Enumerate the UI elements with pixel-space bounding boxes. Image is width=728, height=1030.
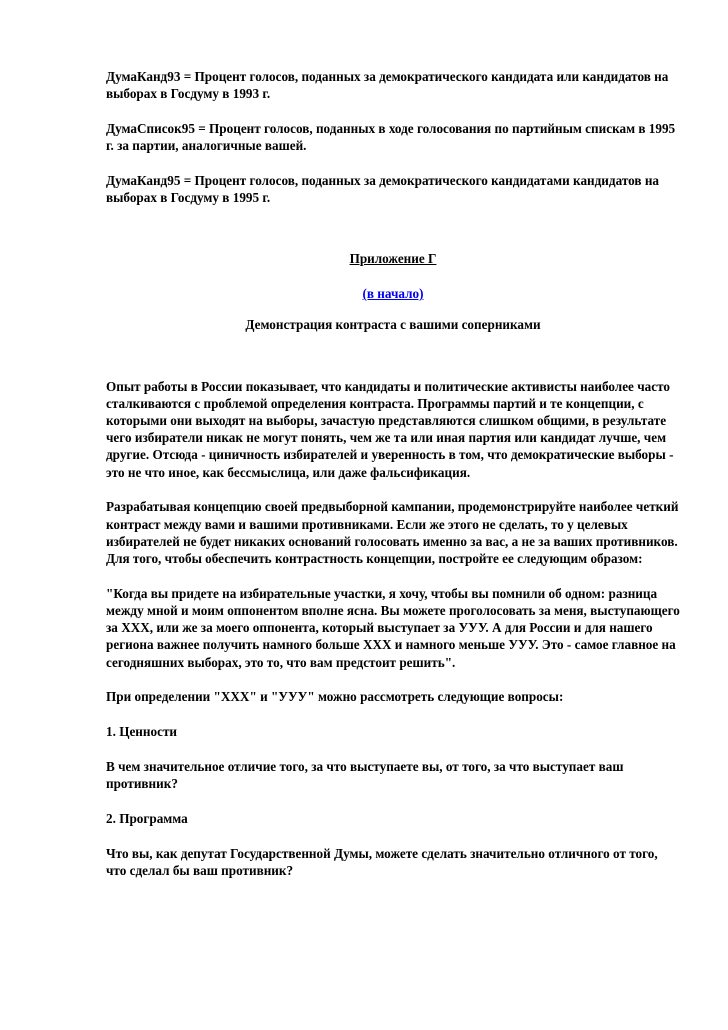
paragraph-experience: Опыт работы в России показывает, что кандидаты и политические активисты наиболее часто сталкиваются с проблемой определения контраста. Программы партий и те концепции, с которыми они выходят на выборы, зачастую представляются слишком общими, в результате чего избиратели никак не могут понять, чем же та или иная партия или кандидат лучше, чем другие. Отсюда - циничность избирателей и уверенность в том, что демократические выборы - это не что иное, как бессмыслица, или даже фальсификация. (106, 378, 674, 480)
paragraph-concept: Разрабатывая концепцию своей предвыборной кампании, продемонстрируйте наиболее четкий контраст между вами и вашими противниками. Если же этого не сделать, то у целевых избирателей не будет никаких оснований голосовать именно за вас, а не за ваших противников. Для того, чтобы обеспечить контрастность концепции, постройте ее следующим образом: (106, 499, 679, 567)
subheading-values: 1. Ценности (106, 724, 178, 740)
paragraph-quote: "Когда вы придете на избирательные участки, я хочу, чтобы вы помнили об одном: разница между мной и моим оппонентом вполне ясна. Вы можете проголосовать за меня, выступающего за ХХХ, или же за моего оппонента, который выступает за УУУ. А для России и для нашего региона важнее получить намного больше ХХХ и намного меньше УУУ. Это - самое главное на сегодняшних выборах, это то, что вам предстоит решить". (106, 585, 680, 670)
back-link-wrap (106, 285, 680, 302)
section-heading: Демонстрация контраста с вашими соперниками (245, 317, 541, 333)
back-to-top-link[interactable]: (в начало) (362, 286, 424, 302)
paragraph-program-question: Что вы, как депутат Государственной Думы, можете сделать значительно отличного от того, что сделал бы ваш противник? (106, 845, 658, 879)
definition-duma-list-95: ДумаСписок95 = Процент голосов, поданных в ходе голосования по партийным спискам в 1995 г. за партии, аналогичные вашей. (106, 121, 676, 154)
definition-duma-cand-95: ДумаКанд95 = Процент голосов, поданных за демократического кандидатами кандидатов на выборах в Госдуму в 1995 г. (106, 173, 660, 206)
document-page (106, 68, 680, 897)
definition-duma-cand-93: ДумаКанд93 = Процент голосов, поданных за демократического кандидата или кандидатов на выборах в Госдуму в 1993 г. (106, 69, 669, 102)
paragraph-questions-intro: При определении "ХХХ" и "УУУ" можно рассмотреть следующие вопросы: (106, 689, 564, 705)
subheading-program: 2. Программа (106, 811, 188, 827)
paragraph-values-question: В чем значительное отличие того, за что выступаете вы, от того, за что выступает ваш противник? (106, 759, 624, 792)
appendix-title: Приложение Г (349, 251, 437, 267)
